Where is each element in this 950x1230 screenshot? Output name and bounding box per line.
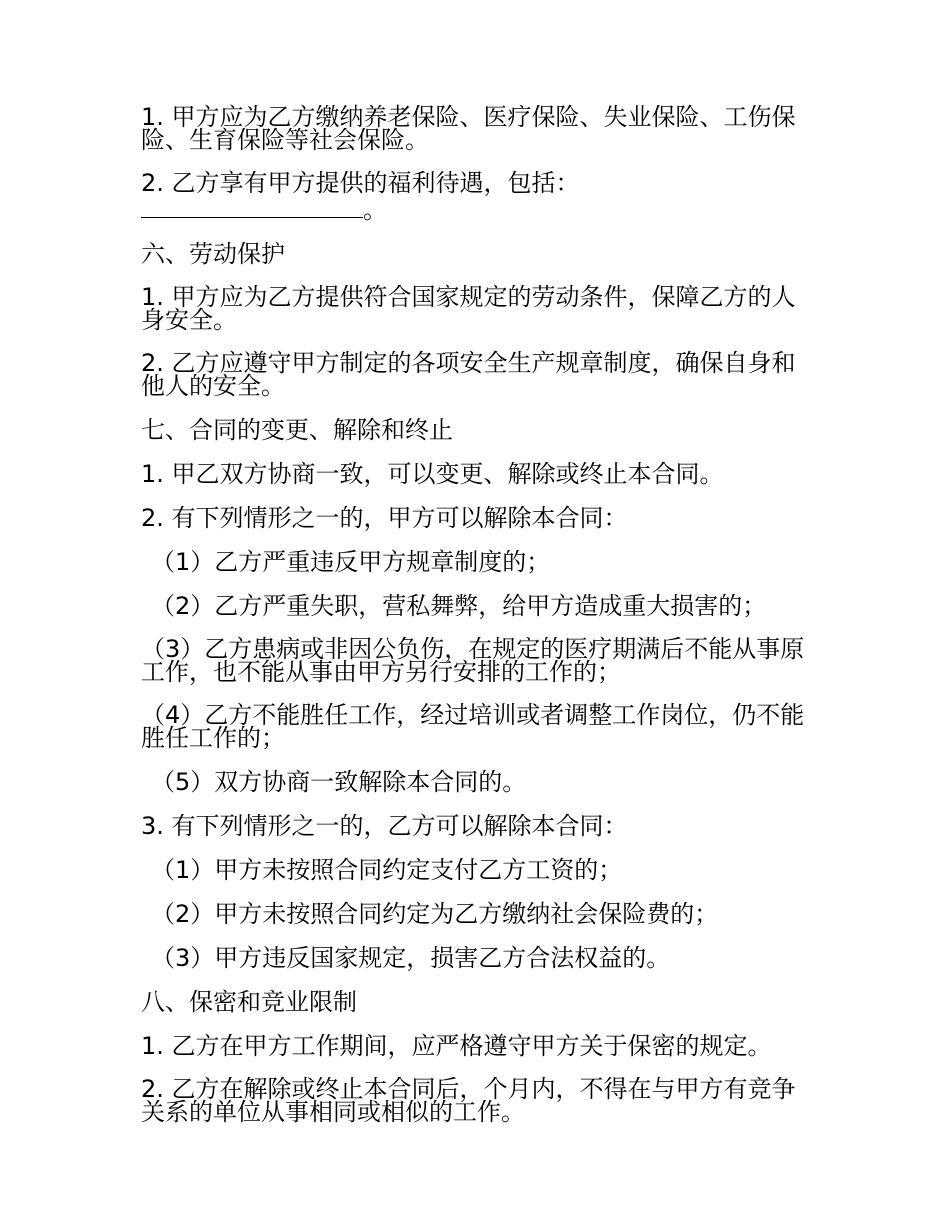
contract-body: [141, 103, 809, 1144]
welfare-blank-line: [141, 195, 363, 218]
employee-termination-sub-3: （3）甲方违反国家规定，损害乙方合法权益的。: [151, 944, 671, 972]
section-heading-confidentiality: 八、保密和竞业限制: [141, 988, 357, 1016]
employer-termination-sub-5: （5）双方协商一致解除本合同的。: [151, 768, 527, 796]
confidentiality-clause: 1. 乙方在甲方工作期间，应严格遵守甲方关于保密的规定。: [141, 1032, 772, 1060]
welfare-clause-text: 2. 乙方享有甲方提供的福利待遇，包括：: [141, 169, 580, 197]
employer-termination-sub-3: （3）乙方患病或非因公负伤，在规定的医疗期满后不能从事原工作，也不能从事由甲方另行安排的工作的；: [141, 635, 805, 686]
welfare-clause: [141, 169, 809, 224]
employee-termination-sub-1: （1）甲方未按照合同约定支付乙方工资的；: [151, 856, 623, 884]
employee-termination-clause: 3. 有下列情形之一的，乙方可以解除本合同：: [141, 812, 628, 840]
labor-conditions-clause: 1. 甲方应为乙方提供符合国家规定的劳动条件，保障乙方的人身安全。: [141, 283, 796, 334]
employer-termination-sub-1: （1）乙方严重违反甲方规章制度的；: [151, 548, 551, 576]
section-heading-contract-change: 七、合同的变更、解除和终止: [141, 416, 453, 444]
welfare-clause-end: 。: [363, 196, 387, 224]
employee-termination-sub-2: （2）甲方未按照合同约定为乙方缴纳社会保险费的；: [151, 900, 719, 928]
employer-termination-sub-4: （4）乙方不能胜任工作，经过培训或者调整工作岗位，仍不能胜任工作的；: [141, 701, 805, 752]
section-heading-labor-protection: 六、劳动保护: [141, 240, 285, 268]
social-insurance-clause: 1. 甲方应为乙方缴纳养老保险、医疗保险、失业保险、工伤保险、生育保险等社会保险。: [141, 103, 796, 154]
mutual-change-clause: 1. 甲乙双方协商一致，可以变更、解除或终止本合同。: [141, 460, 724, 488]
safety-rules-clause: 2. 乙方应遵守甲方制定的各项安全生产规章制度，确保自身和他人的安全。: [141, 349, 796, 400]
non-compete-clause: 2. 乙方在解除或终止本合同后，个月内，不得在与甲方有竞争关系的单位从事相同或相似的工作。: [141, 1075, 796, 1126]
employer-termination-clause: 2. 有下列情形之一的，甲方可以解除本合同：: [141, 504, 628, 532]
employer-termination-sub-2: （2）乙方严重失职，营私舞弊，给甲方造成重大损害的；: [151, 592, 767, 620]
